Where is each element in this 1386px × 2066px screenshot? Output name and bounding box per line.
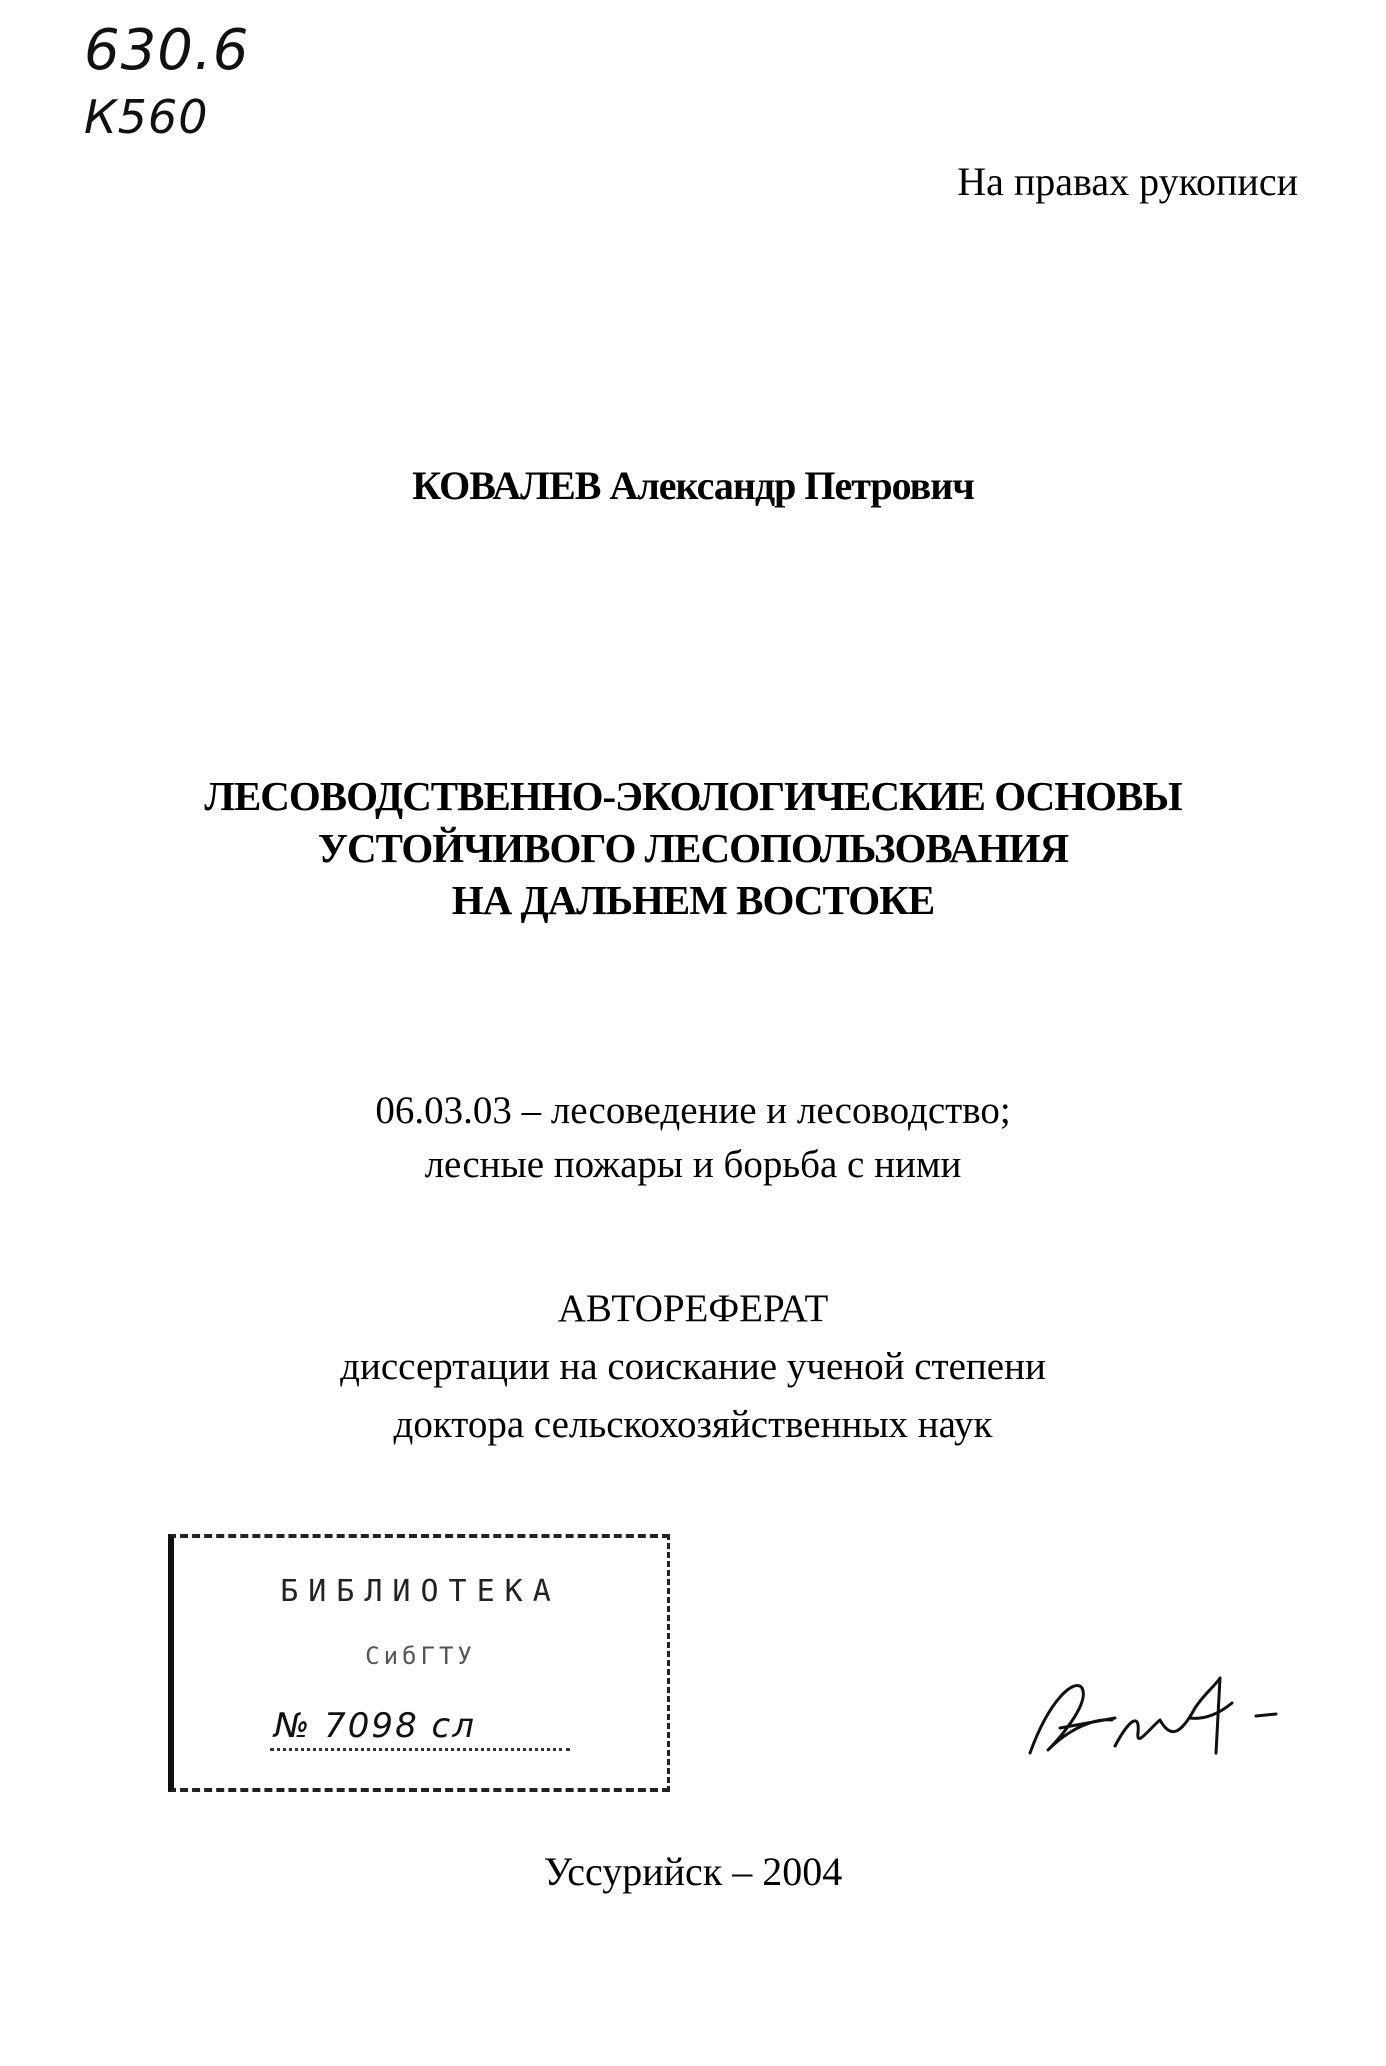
abstract-line-2: доктора сельскохозяйственных наук: [393, 1403, 993, 1446]
specialty: [0, 1084, 1386, 1192]
abstract-block: [0, 1280, 1386, 1454]
abstract-heading: АВТОРЕФЕРАТ: [557, 1287, 829, 1330]
stamp-number: № 7098 сл: [274, 1706, 476, 1746]
stamp-title: БИБЛИОТЕКА: [280, 1574, 561, 1609]
handwritten-call-number: [84, 18, 284, 168]
rights-note: На правах рукописи: [957, 159, 1298, 204]
title-line: ЛЕСОВОДСТВЕННО-ЭКОЛОГИЧЕСКИЕ ОСНОВЫ: [204, 773, 1182, 819]
author-name: КОВАЛЕВ Александр Петрович: [412, 463, 974, 508]
signature: [1020, 1658, 1290, 1778]
call-number-line-2: К560: [84, 90, 209, 144]
stamp-subtitle: СибГТУ: [365, 1642, 476, 1670]
call-number-line-1: 630.6: [84, 18, 250, 83]
abstract-line-1: диссертации на соискание ученой степени: [340, 1345, 1046, 1388]
title-line: НА ДАЛЬНЕМ ВОСТОКЕ: [451, 877, 935, 923]
library-stamp: [168, 1534, 670, 1792]
stamp-number-underline: [270, 1748, 570, 1751]
specialty-line: лесные пожары и борьба с ними: [424, 1143, 962, 1186]
title-line: УСТОЙЧИВОГО ЛЕСОПОЛЬЗОВАНИЯ: [317, 825, 1069, 871]
place-and-year: Уссурийск – 2004: [543, 1849, 843, 1894]
specialty-line: 06.03.03 – лесоведение и лесоводство;: [375, 1089, 1011, 1132]
dissertation-title: [0, 770, 1386, 926]
